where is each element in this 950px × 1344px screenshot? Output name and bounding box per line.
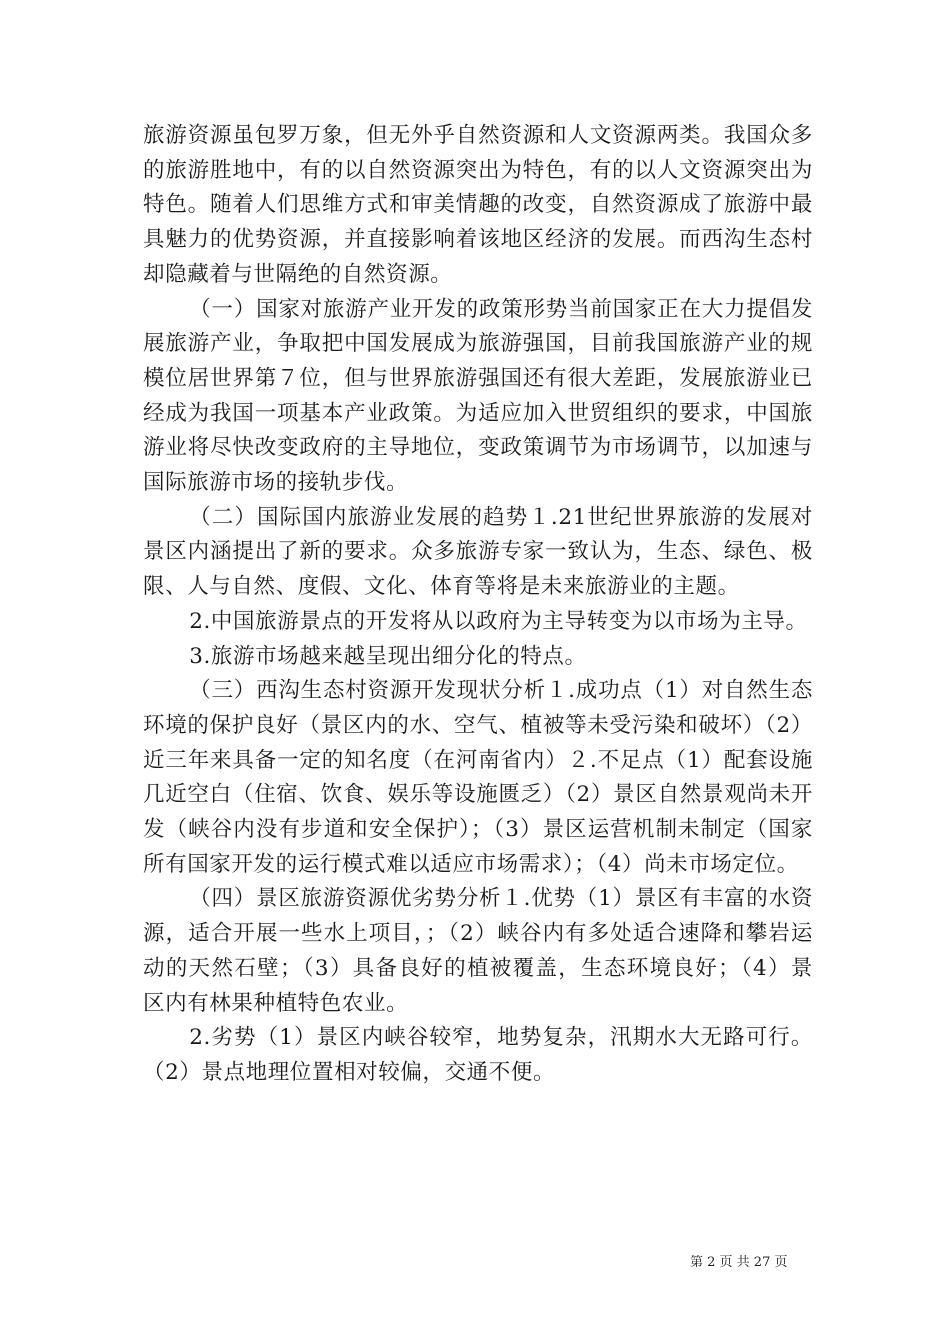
- page-number-footer: 第 2 页 共 27 页: [690, 1255, 788, 1270]
- paragraph-section-1: （一）国家对旅游产业开发的政策形势当前国家正在大力提倡发展旅游产业，争取把中国发展成为旅游强国，目前我国旅游产业的规模位居世界第７位，但与世界旅游强国还有很大差距，发展旅游业已经成为我国一项基本产业政策。为适应加入世贸组织的要求，中国旅游业将尽快改变政府的主导地位，变政策调节为市场调节，以加速与国际旅游市场的接轨步伐。: [143, 296, 813, 496]
- body-text: [143, 119, 813, 1091]
- paragraph-item-3: 3.旅游市场越来越呈现出细分化的特点。: [189, 643, 587, 669]
- paragraph-section-4: （四）景区旅游资源优劣势分析１.优势（1）景区有丰富的水资源，适合开展一些水上项目，；（2）峡谷内有多处适合速降和攀岩运动的天然石壁；（3）具备良好的植被覆盖，生态环境良好；（4）景区内有林果种植特色农业。: [143, 886, 813, 1016]
- paragraph-intro: 旅游资源虽包罗万象，但无外乎自然资源和人文资源两类。我国众多的旅游胜地中，有的以自然资源突出为特色，有的以人文资源突出为特色。随着人们思维方式和审美情趣的改变，自然资源成了旅游中最具魅力的优势资源，并直接影响着该地区经济的发展。而西沟生态村却隐藏着与世隔绝的自然资源。: [143, 123, 813, 287]
- paragraph-item-2: 2.中国旅游景点的开发将从以政府为主导转变为以市场为主导。: [189, 608, 808, 634]
- paragraph-section-3: （三）西沟生态村资源开发现状分析１.成功点（1）对自然生态环境的保护良好（景区内的水、空气、植被等未受污染和破坏）（2）近三年来具备一定的知名度（在河南省内）２.不足点（1）配套设施几近空白（住宿、饮食、娱乐等设施匮乏）（2）景区自然景观尚未开发（峡谷内没有步道和安全保护）；（3）景区运营机制未制定（国家所有国家开发的运行模式难以适应市场需求）；（4）尚未市场定位。: [143, 678, 813, 877]
- paragraph-weaknesses: 2.劣势（1）景区内峡谷较窄，地势复杂，汛期水大无路可行。（2）景点地理位置相对较偏，交通不便。: [143, 1025, 813, 1085]
- paragraph-section-2: （二）国际国内旅游业发展的趋势１.21世纪世界旅游的发展对景区内涵提出了新的要求。众多旅游专家一致认为，生态、绿色、极限、人与自然、度假、文化、体育等将是未来旅游业的主题。: [143, 504, 813, 600]
